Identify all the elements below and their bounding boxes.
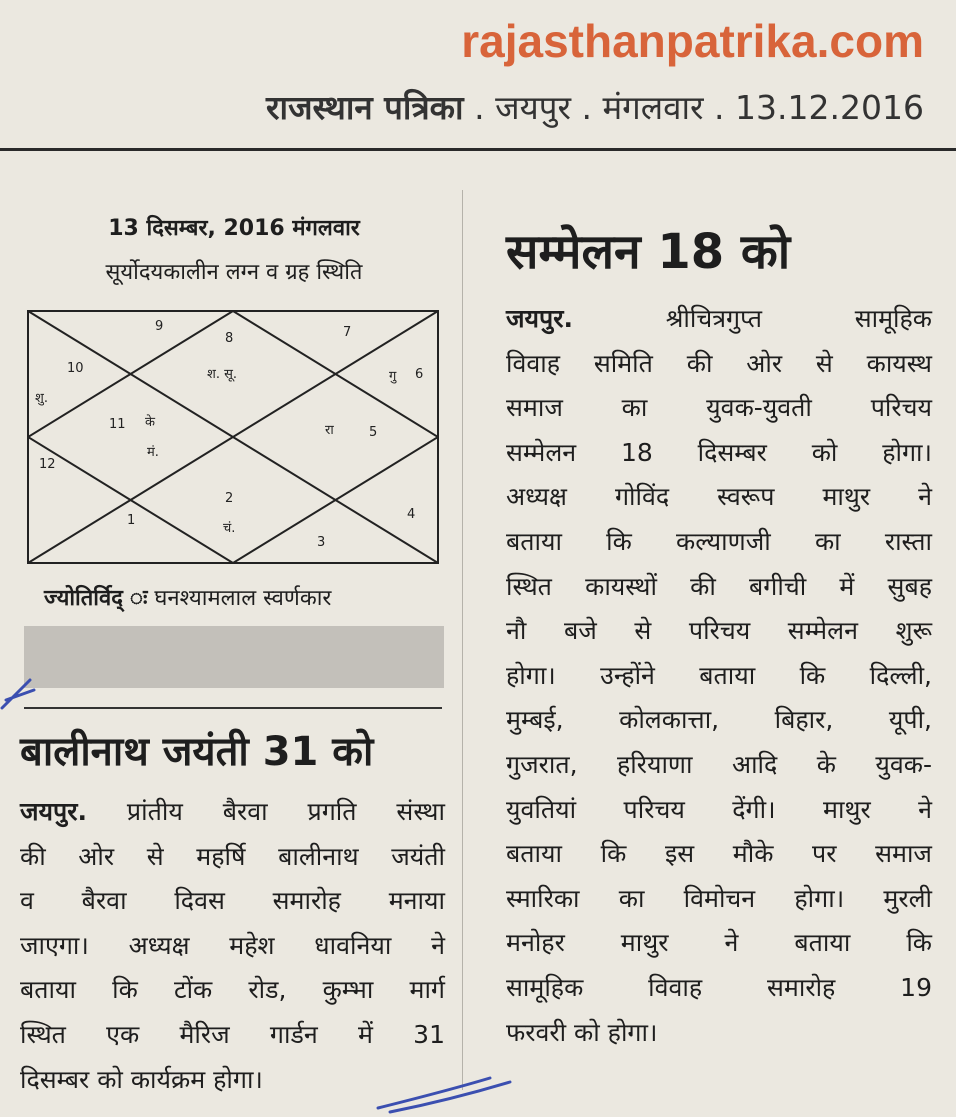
masthead-city: जयपुर — [495, 88, 571, 127]
site-url: rajasthanpatrika.com — [461, 15, 924, 67]
dateline: जयपुर. — [20, 797, 87, 826]
masthead-line — [266, 84, 924, 129]
house-3: 3 — [317, 535, 326, 550]
house-10: 10 — [67, 361, 84, 376]
masthead-weekday: मंगलवार — [602, 88, 704, 127]
story-line: स्मारिका का विमोचन होगा। मुरली — [506, 883, 932, 913]
story-line: नौ बजे से परिचय सम्मेलन शुरू — [506, 616, 932, 646]
left-column-rule — [24, 707, 442, 709]
story-line: बताया कि इस मौके पर समाज — [506, 839, 932, 869]
house-9: 9 — [155, 319, 164, 334]
planet-rahu: रा — [325, 423, 334, 438]
story-line: गुजरात, हरियाणा आदि के युवक- — [506, 749, 932, 779]
astrologer-sep: ः — [129, 586, 148, 611]
masthead-sep-2: . — [581, 88, 592, 127]
planet-ketu: के — [145, 415, 155, 430]
planet-shani-surya: श. सू. — [207, 367, 238, 382]
panchang-date: 13 दिसम्बर, 2016 मंगलवार — [108, 216, 360, 241]
grey-band — [24, 626, 444, 688]
headline-sammelan: सम्मेलन 18 को — [506, 224, 791, 280]
story-line: युवतियां परिचय देंगी। माथुर ने — [506, 794, 932, 824]
headline-balinath: बालीनाथ जयंती 31 को — [20, 729, 374, 775]
house-4: 4 — [407, 507, 416, 522]
masthead-date: 13.12.2016 — [735, 88, 924, 127]
story-text: प्रांतीय बैरवा प्रगति संस्था — [126, 797, 445, 826]
house-7: 7 — [343, 325, 352, 340]
pen-mark-bottom — [370, 1060, 520, 1117]
house-2: 2 — [225, 491, 234, 506]
story-line — [20, 790, 445, 835]
story-text: श्रीचित्रगुप्त सामूहिक — [665, 304, 933, 333]
story-line: स्थित कायस्थों की बगीची में सुबह — [506, 571, 932, 601]
story-line: जाएगा। अध्यक्ष महेश धावनिया ने — [20, 930, 445, 960]
story-line: सम्मेलन 18 दिसम्बर को होगा। — [506, 437, 932, 467]
story-line: बताया कि टोंक रोड, कुम्भा मार्ग — [20, 975, 445, 1005]
planet-shukra: शु. — [35, 391, 48, 406]
masthead-sep-3: . — [714, 88, 725, 127]
story-line: समाज का युवक-युवती परिचय — [506, 393, 932, 423]
story-line: फरवरी को होगा। — [506, 1017, 658, 1047]
story-line: अध्यक्ष गोविंद स्वरूप माथुर ने — [506, 482, 932, 512]
pen-mark-left — [0, 660, 40, 720]
story-sammelan-body — [506, 297, 932, 1055]
house-6: 6 — [415, 367, 424, 382]
house-5: 5 — [369, 425, 378, 440]
story-balinath-body — [20, 790, 445, 1102]
story-line: होगा। उन्होंने बताया कि दिल्ली, — [506, 660, 932, 690]
house-8: 8 — [225, 331, 234, 346]
column-divider — [462, 190, 463, 1090]
house-11: 11 — [109, 417, 126, 432]
panchang-subtitle: सूर्योदयकालीन लग्न व ग्रह स्थिति — [105, 260, 363, 285]
story-line — [506, 297, 932, 342]
planet-chandra: चं. — [223, 521, 236, 536]
story-line: स्थित एक मैरिज गार्डन में 31 — [20, 1019, 445, 1049]
house-1: 1 — [127, 513, 136, 528]
astrologer-name: घनश्यामलाल स्वर्णकार — [154, 586, 332, 611]
story-line: दिसम्बर को कार्यक्रम होगा। — [20, 1064, 263, 1094]
story-line: सामूहिक विवाह समारोह 19 — [506, 972, 932, 1002]
planet-mangal: मं. — [147, 445, 159, 460]
astrologer-credit — [44, 582, 331, 612]
masthead-sep-1: . — [474, 88, 485, 127]
story-line: विवाह समिति की ओर से कायस्थ — [506, 348, 932, 378]
story-line: की ओर से महर्षि बालीनाथ जयंती — [20, 841, 445, 871]
story-line: व बैरवा दिवस समारोह मनाया — [20, 886, 445, 916]
story-line: बताया कि कल्याणजी का रास्ता — [506, 526, 932, 556]
house-12: 12 — [39, 457, 56, 472]
paper-name: राजस्थान पत्रिका — [266, 88, 464, 127]
masthead-rule — [0, 148, 956, 151]
astrologer-label: ज्योतिर्विद् — [44, 586, 123, 611]
planet-guru: गु — [389, 369, 397, 384]
lagna-chart — [27, 310, 439, 564]
story-line: मुम्बई, कोलकात्ता, बिहार, यूपी, — [506, 705, 932, 735]
dateline: जयपुर. — [506, 304, 573, 333]
story-line: मनोहर माथुर ने बताया कि — [506, 928, 932, 958]
